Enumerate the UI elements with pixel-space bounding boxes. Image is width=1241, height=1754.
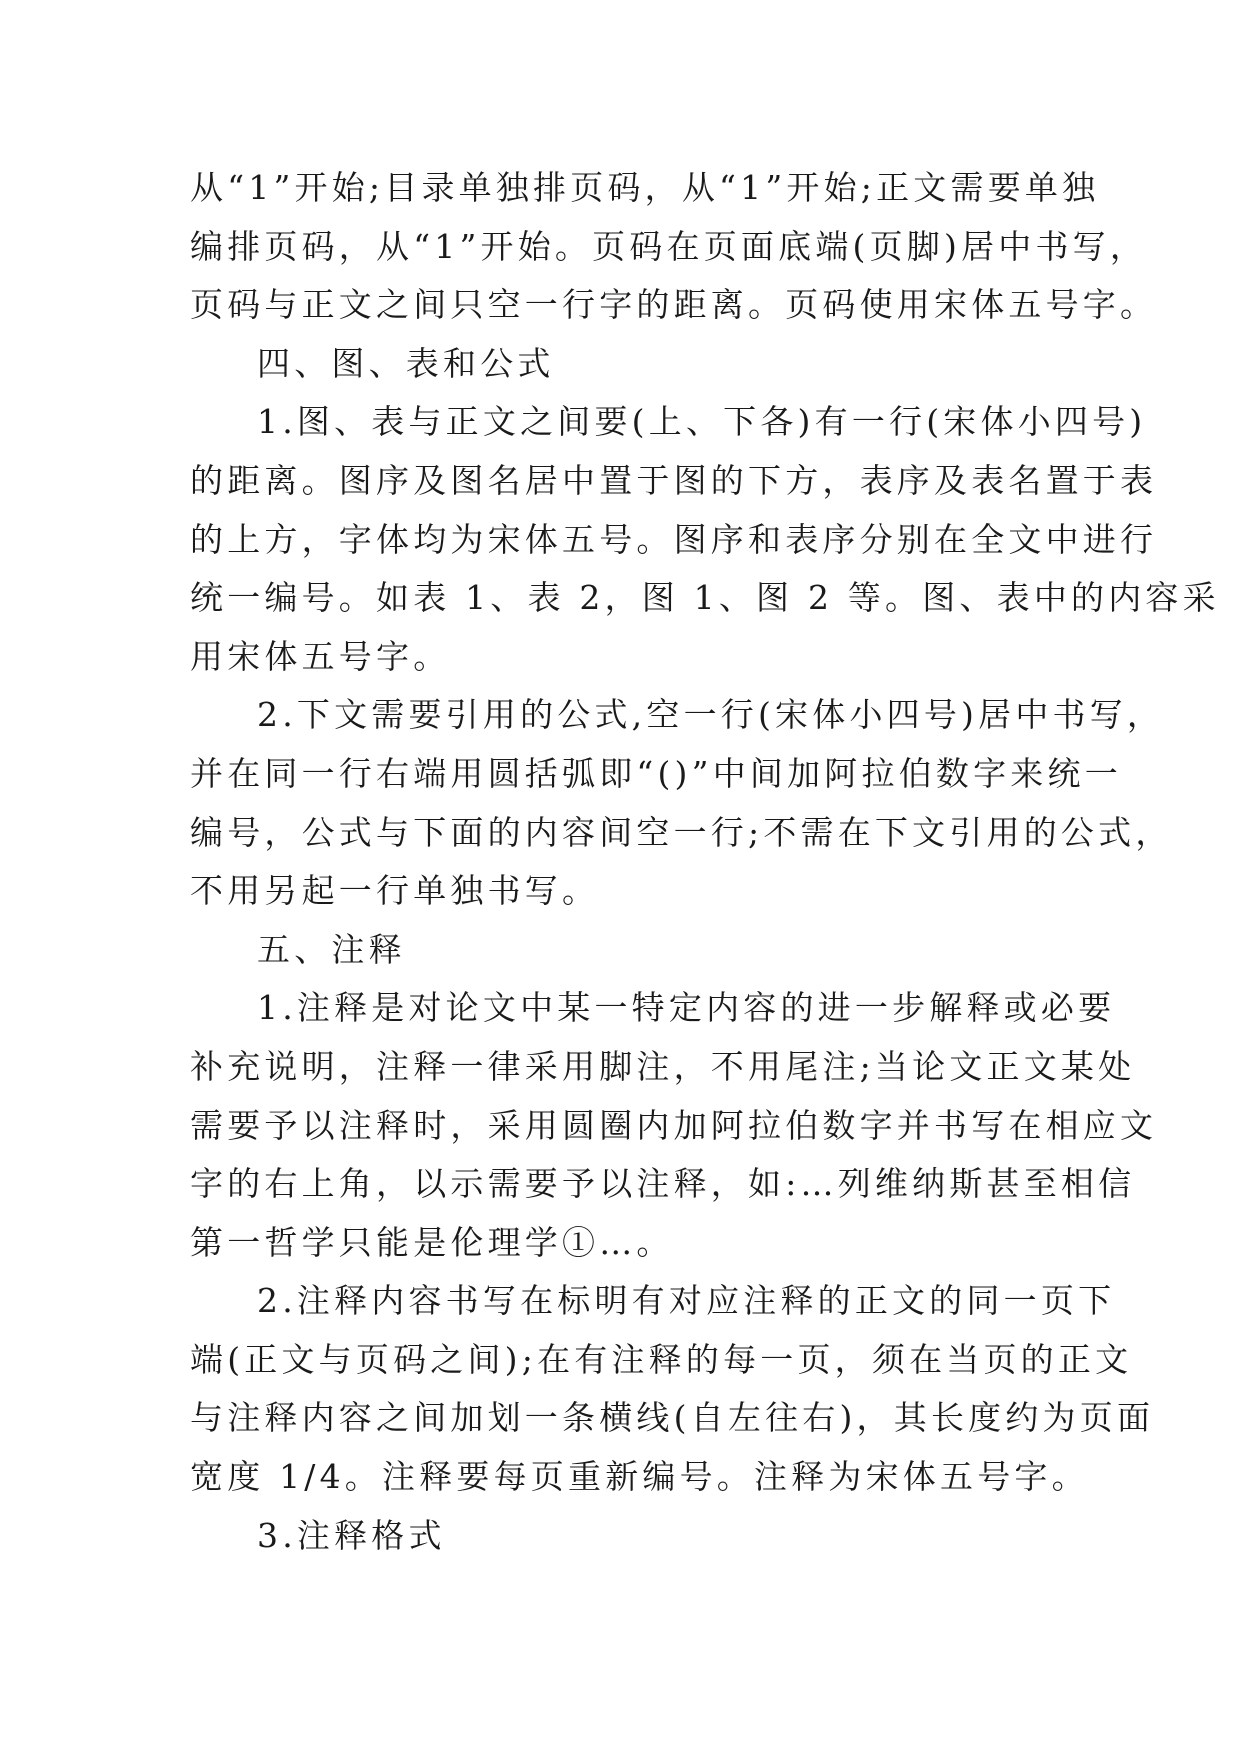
text-line: 并在同一行右端用圆括弧即“()”中间加阿拉伯数字来统一 (190, 753, 1122, 793)
text-line: 端(正文与页码之间);在有注释的每一页，须在当页的正文 (190, 1339, 1133, 1379)
section-heading: 四、图、表和公式 (257, 343, 555, 383)
subsection-heading: 3.注释格式 (257, 1515, 446, 1555)
text-line: 的距离。图序及图名居中置于图的下方，表序及表名置于表 (190, 460, 1158, 500)
text-line: 与注释内容之间加划一条横线(自左往右)，其长度约为页面 (190, 1398, 1155, 1438)
text-line: 统一编号。如表 1、表 2，图 1、图 2 等。图、表中的内容采 (190, 578, 1220, 618)
text-line: 不用另起一行单独书写。 (190, 871, 600, 911)
text-line: 字的右上角，以示需要予以注释，如:…列维纳斯甚至相信 (190, 1164, 1136, 1204)
text-line: 用宋体五号字。 (190, 636, 451, 676)
text-line: 的上方，字体均为宋体五号。图序和表序分别在全文中进行 (190, 519, 1158, 559)
text-line: 1.注释是对论文中某一特定内容的进一步解释或必要 (257, 988, 1116, 1028)
text-line: 需要予以注释时，采用圆圈内加阿拉伯数字并书写在相应文 (190, 1105, 1158, 1145)
text-line: 编排页码，从“1”开始。页码在页面底端(页脚)居中书写， (190, 226, 1148, 266)
text-line: 编号，公式与下面的内容间空一行;不需在下文引用的公式， (190, 812, 1173, 852)
text-line: 补充说明，注释一律采用脚注，不用尾注;当论文正文某处 (190, 1046, 1136, 1086)
body-text (190, 159, 1220, 1565)
text-line: 页码与正文之间只空一行字的距离。页码使用宋体五号字。 (190, 285, 1158, 325)
text-line: 第一哲学只能是伦理学①…。 (190, 1222, 674, 1262)
text-line: 1.图、表与正文之间要(上、下各)有一行(宋体小四号) (257, 402, 1147, 442)
text-line: 2.注释内容书写在标明有对应注释的正文的同一页下 (257, 1281, 1116, 1321)
text-line: 宽度 1/4。注释要每页重新编号。注释为宋体五号字。 (190, 1457, 1089, 1497)
text-line: 2.下文需要引用的公式,空一行(宋体小四号)居中书写， (257, 695, 1165, 735)
section-heading: 五、注释 (257, 929, 406, 969)
text-line: 从“1”开始;目录单独排页码，从“1”开始;正文需要单独 (190, 168, 1100, 207)
